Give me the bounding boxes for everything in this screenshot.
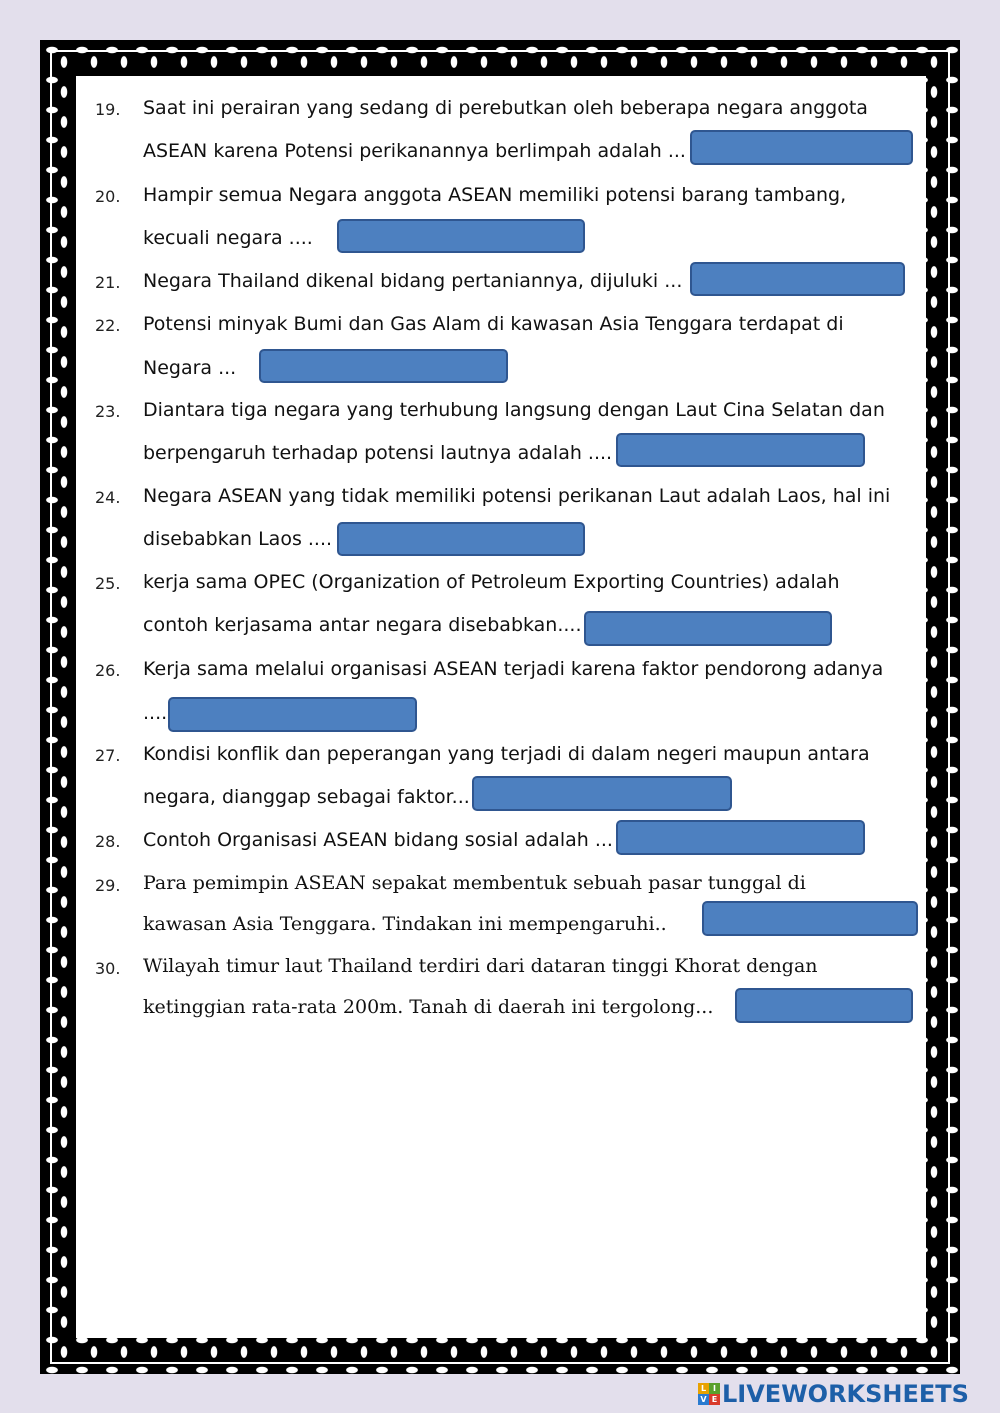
liveworksheets-logo — [698, 1381, 969, 1407]
question-text: negara, dianggap sebagai faktor... — [143, 786, 470, 808]
answer-input-24[interactable] — [337, 522, 585, 556]
question-text: Negara Thailand dikenal bidang pertaniannya, dijuluki ... — [143, 270, 683, 292]
question-text: disebabkan Laos .... — [143, 528, 333, 550]
answer-input-29[interactable] — [702, 901, 918, 936]
liveworksheets-icon: L I V E — [698, 1383, 720, 1405]
question-text: ketinggian rata-rata 200m. Tanah di daerah ini tergolong... — [143, 996, 714, 1018]
answer-input-20[interactable] — [337, 219, 585, 253]
question-text: Kondisi konflik dan peperangan yang terjadi di dalam negeri maupun antara — [143, 743, 870, 765]
question-number: 27. — [95, 746, 121, 765]
question-text: Wilayah timur laut Thailand terdiri dari dataran tinggi Khorat dengan — [143, 955, 818, 977]
question-text: Hampir semua Negara anggota ASEAN memiliki potensi barang tambang, — [143, 184, 847, 206]
question-number: 28. — [95, 832, 121, 851]
answer-input-19[interactable] — [690, 130, 913, 165]
answer-input-23[interactable] — [616, 433, 865, 467]
question-text: Para pemimpin ASEAN sepakat membentuk sebuah pasar tunggal di — [143, 872, 806, 894]
question-number: 21. — [95, 273, 121, 292]
question-text: contoh kerjasama antar negara disebabkan.... — [143, 614, 582, 636]
question-number: 22. — [95, 316, 121, 335]
question-text: kerja sama OPEC (Organization of Petroleum Exporting Countries) adalah — [143, 571, 840, 593]
question-number: 19. — [95, 100, 121, 119]
question-number: 20. — [95, 187, 121, 206]
question-text: berpengaruh terhadap potensi lautnya adalah .... — [143, 442, 613, 464]
answer-input-22[interactable] — [259, 349, 508, 383]
question-text: Kerja sama melalui organisasi ASEAN terjadi karena faktor pendorong adanya — [143, 658, 884, 680]
answer-input-27[interactable] — [472, 776, 732, 811]
answer-input-28[interactable] — [616, 820, 865, 855]
question-number: 23. — [95, 402, 121, 421]
question-number: 24. — [95, 488, 121, 507]
question-text: Saat ini perairan yang sedang di perebutkan oleh beberapa negara anggota — [143, 97, 868, 119]
answer-input-26[interactable] — [168, 697, 417, 732]
question-text: ASEAN karena Potensi perikanannya berlimpah adalah ... — [143, 140, 686, 162]
question-number: 26. — [95, 661, 121, 680]
liveworksheets-wordmark: LIVEWORKSHEETS — [722, 1380, 969, 1408]
question-text: kawasan Asia Tenggara. Tindakan ini mempengaruhi.. — [143, 913, 667, 935]
question-text: Negara ASEAN yang tidak memiliki potensi perikanan Laut adalah Laos, hal ini — [143, 485, 891, 507]
question-number: 30. — [95, 959, 121, 978]
question-text: Diantara tiga negara yang terhubung langsung dengan Laut Cina Selatan dan — [143, 399, 885, 421]
answer-input-25[interactable] — [584, 611, 832, 646]
question-text: Potensi minyak Bumi dan Gas Alam di kawasan Asia Tenggara terdapat di — [143, 313, 844, 335]
question-text: Contoh Organisasi ASEAN bidang sosial adalah ... — [143, 829, 613, 851]
answer-input-30[interactable] — [735, 988, 913, 1023]
answer-input-21[interactable] — [690, 262, 905, 296]
question-number: 25. — [95, 574, 121, 593]
question-number: 29. — [95, 876, 121, 895]
question-text: Negara ... — [143, 357, 237, 379]
question-text: .... — [143, 702, 168, 724]
question-text: kecuali negara .... — [143, 227, 313, 249]
